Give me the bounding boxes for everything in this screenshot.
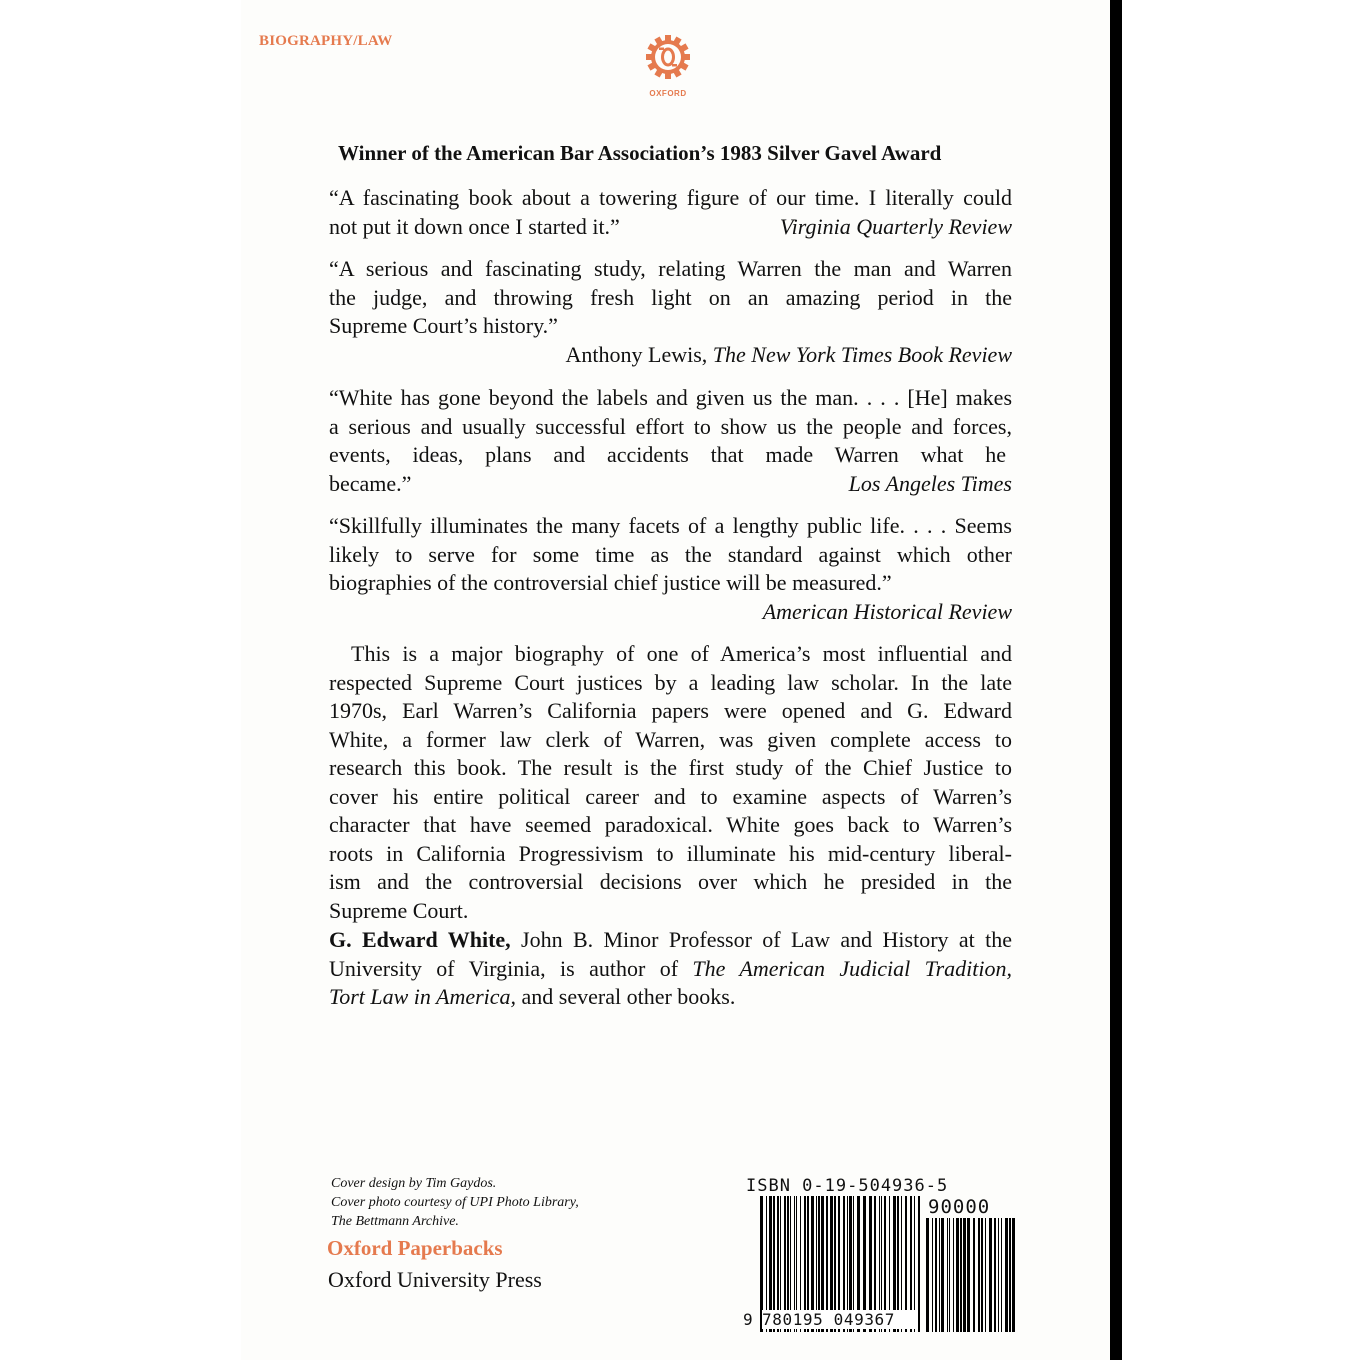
quote-line: “Skillfully illuminates the many facets of a lengthy public life. . . . Seems [329,513,1012,538]
ean-lead-digit: 9 [743,1310,753,1329]
quote-line: likely to serve for some time as the standard against which other [329,541,1012,567]
quote-source: Virginia Quarterly Review [779,213,1012,239]
award-heading: Winner of the American Bar Association’s 1983 Silver Gavel Award [338,141,942,165]
description-line: Supreme Court. [329,897,469,923]
review-quote-4 [329,512,1012,626]
logo-label: OXFORD [649,89,687,98]
quote-line: not put it down once I started it.” Virginia Quarterly Review [329,213,1012,242]
quote-line: became.” Los Angeles Times [329,470,1012,499]
description-line: character that have seemed paradoxical. White goes back to Warren’s [329,812,1012,837]
quote-line: events, ideas, plans and accidents that made Warren what he [329,442,1006,467]
description-line: ism and the controversial decisions over which he presided in the [329,869,1012,894]
quote-source: Los Angeles Times [848,470,1012,496]
quote-line: “White has gone beyond the labels and given us the man. . . . [He] makes [329,385,1012,410]
quote-source: American Historical Review [762,598,1012,624]
quote-line: Supreme Court’s history.” [329,313,558,338]
publisher-name: Oxford University Press [328,1267,542,1292]
description-line: cover his entire political career and to examine aspects of Warren’s [329,783,1012,809]
review-quote-1 [329,184,1012,241]
quote-line: “A serious and fascinating study, relating Warren the man and Warren [329,256,1012,281]
credit-line: The Bettmann Archive. [331,1214,459,1229]
price-barcode-icon [926,1218,1016,1332]
author-bio [329,926,1012,1012]
description-line: research this book. The result is the first study of the Chief Justice to [329,755,1012,780]
bio-line: G. Edward White, John B. Minor Professor of Law and History at the [329,927,1012,952]
ean-digits: 780195 049367 [762,1310,918,1329]
description-line: roots in California Progressivism to illuminate his mid-century liberal- [329,840,1012,866]
author-name: G. Edward White, [329,927,511,952]
review-quote-2 [329,255,1012,369]
bio-line: University of Virginia, is author of The American Judicial Tradition, [329,955,1012,981]
quote-line: the judge, and throwing fresh light on an amazing period in the [329,284,1012,310]
description-line: respected Supreme Court justices by a leading law scholar. In the late [329,669,1012,695]
book-description [329,640,1012,925]
quote-attribution: Anthony Lewis, The New York Times Book Review [565,341,1012,367]
credit-line: Cover photo courtesy of UPI Photo Library, [331,1195,579,1210]
description-line: White, a former law clerk of Warren, was given complete access to [329,726,1012,752]
review-quote-3 [329,384,1012,498]
quote-line: biographies of the controversial chief justice will be measured.” [329,570,892,595]
spine-edge [1110,0,1122,1360]
price-code: 90000 [928,1196,991,1218]
quote-source: The New York Times Book Review [712,341,1012,367]
description-line: This is a major biography of one of America’s most influential and [351,641,1012,666]
quote-line: a serious and usually successful effort to show us the people and forces, [329,413,1012,439]
series-name: Oxford Paperbacks [327,1236,503,1260]
category-label: BIOGRAPHY/LAW [259,33,393,49]
credit-line: Cover design by Tim Gaydos. [331,1176,497,1191]
bio-line: Tort Law in America, and several other books. [329,984,736,1009]
quote-line: “A fascinating book about a towering figure of our time. I literally could [329,185,1012,210]
cover-credits [331,1174,579,1231]
isbn-number: ISBN 0-19-504936-5 [746,1176,949,1196]
description-line: 1970s, Earl Warren’s California papers were opened and G. Edward [329,698,1012,723]
